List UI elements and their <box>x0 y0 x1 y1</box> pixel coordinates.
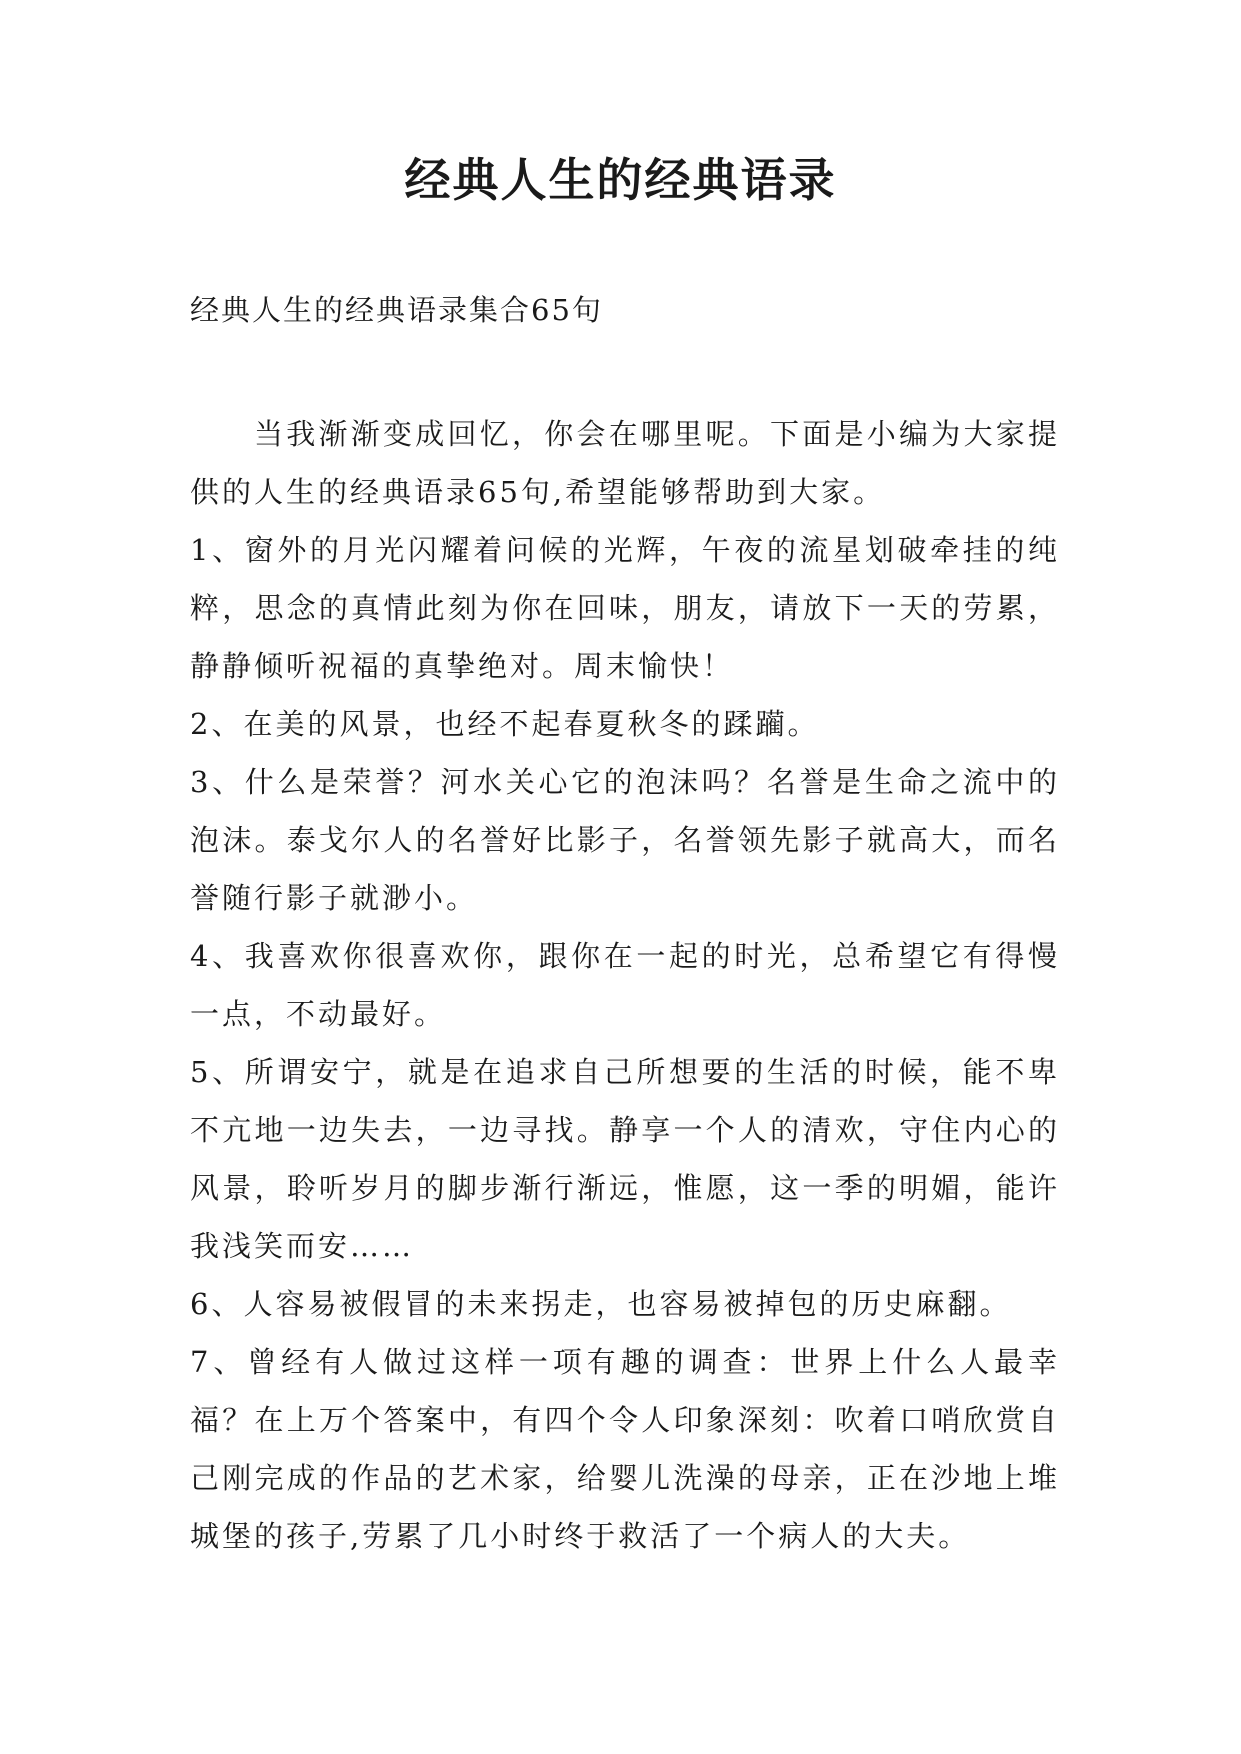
quote-paragraph: 6、人容易被假冒的未来拐走，也容易被掉包的历史麻翻。 <box>190 1287 1012 1321</box>
intro-paragraph: 当我渐渐变成回忆，你会在哪里呢。下面是小编为大家提供的人生的经典语录65句,希望能够帮助到大家。 <box>190 417 1060 509</box>
quote-paragraph: 1、窗外的月光闪耀着问候的光辉，午夜的流星划破牵挂的纯粹，思念的真情此刻为你在回味，朋友，请放下一天的劳累，静静倾听祝福的真挚绝对。周末愉快！ <box>190 533 1060 683</box>
document-title: 经典人生的经典语录 <box>404 153 837 207</box>
quote-paragraph: 2、在美的风景，也经不起春夏秋冬的蹂躏。 <box>190 707 820 741</box>
quote-paragraph: 4、我喜欢你很喜欢你，跟你在一起的时光，总希望它有得慢一点，不动最好。 <box>190 939 1060 1031</box>
quote-paragraph: 5、所谓安宁，就是在追求自己所想要的生活的时候，能不卑不亢地一边失去，一边寻找。静享一个人的清欢，守住内心的风景，聆听岁月的脚步渐行渐远，惟愿，这一季的明媚，能许我浅笑而安…… <box>190 1055 1060 1263</box>
document-subtitle: 经典人生的经典语录集合65句 <box>190 293 603 327</box>
quote-paragraph: 7、曾经有人做过这样一项有趣的调查：世界上什么人最幸福？在上万个答案中，有四个令人印象深刻：吹着口哨欣赏自己刚完成的作品的艺术家，给婴儿洗澡的母亲，正在沙地上堆城堡的孩子,劳累了几小时终于救活了一个病人的大夫。 <box>190 1345 1060 1553</box>
document-body <box>190 405 1060 1565</box>
quote-paragraph: 3、什么是荣誉？河水关心它的泡沫吗？名誉是生命之流中的泡沫。泰戈尔人的名誉好比影子，名誉领先影子就高大，而名誉随行影子就渺小。 <box>190 765 1060 915</box>
